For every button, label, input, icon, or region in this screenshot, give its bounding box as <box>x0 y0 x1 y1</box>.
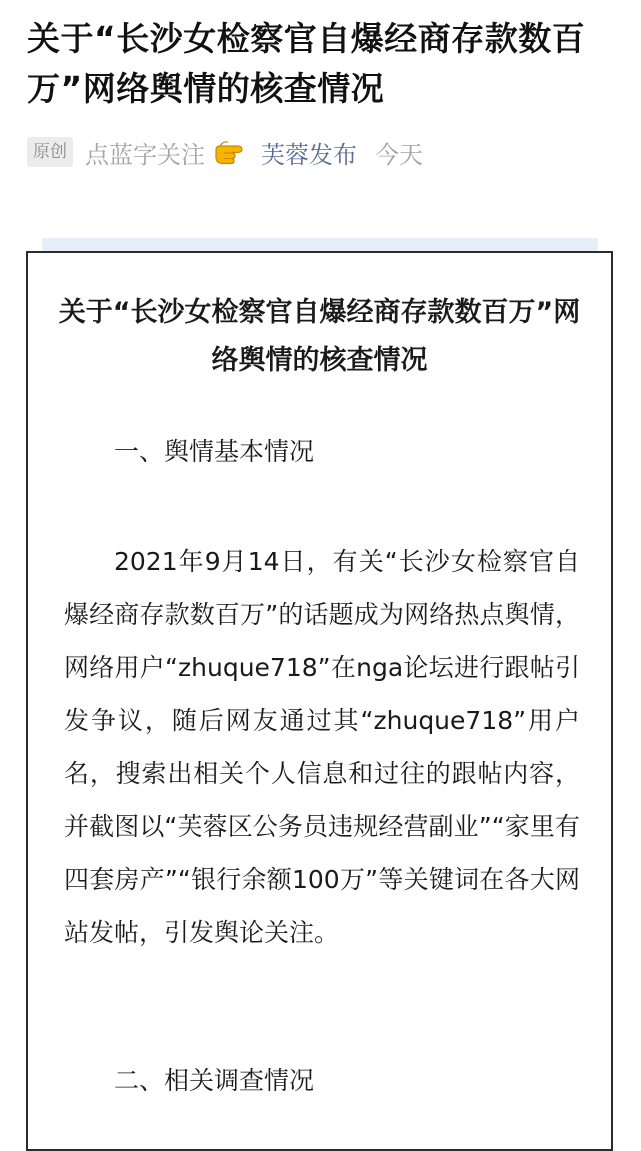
document-image <box>26 251 613 1151</box>
article-meta <box>27 133 423 171</box>
document-title: 关于“长沙女检察官自爆经商存款数百万”网络舆情的核查情况 <box>58 297 581 376</box>
follow-hint: 点蓝字关注 <box>85 140 205 169</box>
section-2-heading: 二、相关调查情况 <box>114 1066 315 1095</box>
section-1-heading: 一、舆情基本情况 <box>114 437 315 466</box>
pointing-hand-icon <box>213 138 247 166</box>
account-name-link[interactable]: 芙蓉发布 <box>261 140 357 169</box>
section-1-paragraph: 2021年9月14日，有关“长沙女检察官自爆经商存款数百万”的话题成为网络热点舆情，网络用户“zhuque718”在nga论坛进行跟帖引发争议，随后网友通过其“zhuque718”用户名，搜索出相关个人信息和过往的跟帖内容，并截图以“芙蓉区公务员违规经营副业”“家里有四套房产”“银行余额100万”等关键词在各大网站发帖，引发舆论关注。 <box>64 547 580 947</box>
publish-time: 今天 <box>375 140 423 169</box>
original-tag: 原创 <box>27 137 73 167</box>
article-title: 关于“长沙女检察官自爆经商存款数百万”网络舆情的核查情况 <box>27 19 586 108</box>
image-top-strip <box>42 238 598 252</box>
